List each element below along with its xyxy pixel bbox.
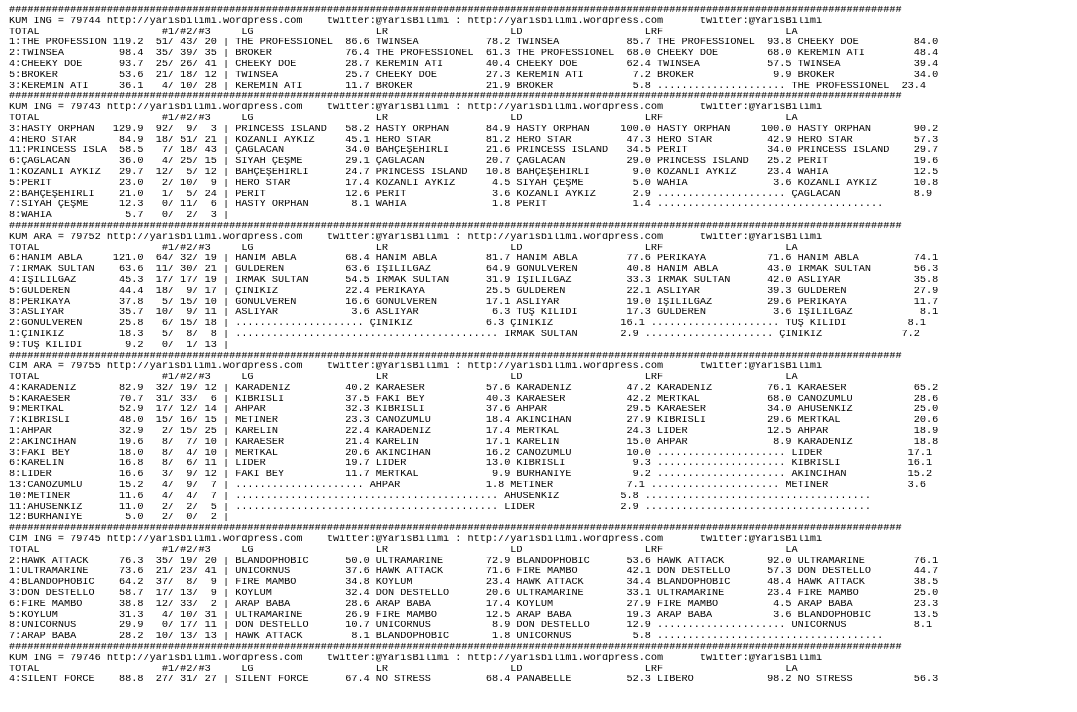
table-row: 5:PERIT 23.0 2/ 10/ 9 | HERO STAR 17.4 KOZANLI AYKIZ 4.5 SİYAH ÇEŞME 5.0 WAHIA 3.6 KOZANLI AYKIZ 10.8 — [9, 178, 939, 189]
table-row: 3:DON DESTELLO 58.7 17/ 13/ 9 | KÖYLÜM 32.4 DON DESTELLO 20.6 ULTRAMARINE 33.1 ULTRAMARINE 23.4 FIRE MAMBO 25.0 — [9, 589, 939, 600]
column-header-row: TOTAL #1/#2/#3 LG LR LD LRF LA — [9, 113, 798, 124]
section-divider: ################################################################################################################################################## — [9, 643, 902, 654]
table-row: 7:IRMAK SULTAN 63.6 11/ 30/ 21 | GÜLDEREN 63.6 IŞILILGAZ 64.9 GÖNÜLVEREN 40.8 HANIM ABLA 43.0 IRMAK SULTAN 56.3 — [9, 265, 939, 276]
table-row: 2:AKINCIHAN 19.6 8/ 7/ 10 | KARAESER 21.4 KARELİN 17.1 KARELİN 15.0 AHPAR 8.9 KARADENİZ 18.8 — [9, 437, 939, 448]
table-row: 5:GÜLDEREN 44.4 18/ 9/ 17 | ÇINIKIZ 22.4 PERİKAYA 25.5 GÜLDEREN 22.1 ASLIYAR 39.3 GÜLDEREN 27.9 — [9, 286, 939, 297]
table-row: 7:ARAP BABA 28.2 10/ 13/ 13 | HAWK ATTACK 8.1 BLANDOPHOBIC 1.8 UNICORNUS 5.8 ..................................... — [9, 632, 884, 643]
column-header-row: TOTAL #1/#2/#3 LG LR LD LRF LA — [9, 243, 798, 254]
table-row: 4:CHEEKY DOE 93.7 25/ 26/ 41 | CHEEKY DOE 28.7 KEREMIN ATI 40.4 CHEEKY DOE 62.4 TWINSEA 57.5 TWINSEA 39.4 — [9, 59, 939, 70]
table-row: 3:KEREMIN ATI 36.1 4/ 10/ 28 | KEREMIN ATI 11.7 BROKER 21.9 BROKER 5.8 ..................... THE PROFESSIONEL 23.4 — [9, 81, 927, 92]
table-row: 5:KÖYLÜM 31.3 4/ 10/ 31 | ULTRAMARINE 26.9 FIRE MAMBO 12.5 ARAP BABA 19.3 ARAP BABA 3.6 BLANDOPHOBIC 13.5 — [9, 610, 939, 621]
section-divider: ################################################################################################################################################## — [9, 524, 902, 535]
section-divider: ################################################################################################################################################## — [9, 351, 902, 362]
race-header: KUM ING = 79743 http://yarisbilimi.wordpress.com twitter:@YarisBilimi : http://yarisbilimi.wordpress.com twitter:@YarisBilimi — [9, 103, 823, 114]
table-row: 4:BLANDOPHOBIC 64.2 37/ 8/ 9 | FIRE MAMBO 34.8 KÖYLÜM 23.4 HAWK ATTACK 34.4 BLANDOPHOBIC 48.4 HAWK ATTACK 38.5 — [9, 578, 939, 589]
race-header: KUM ARA = 79752 http://yarisbilimi.wordpress.com twitter:@YarisBilimi : http://yarisbilimi.wordpress.com twitter:@YarisBilimi — [9, 232, 823, 243]
race-header: KUM ING = 79746 http://yarisbilimi.wordpress.com twitter:@YarisBilimi : http://yarisbilimi.wordpress.com twitter:@YarisBilimi — [9, 653, 823, 664]
table-row: 7:SİYAH ÇEŞME 12.3 0/ 11/ 6 | HASTY ORPHAN 8.1 WAHIA 1.8 PERIT 1.4 ..................................... — [9, 200, 884, 211]
table-row: 10:METİNER 11.6 4/ 4/ 7 | ........................................... AHUSENKIZ 5.8 ..................................... — [9, 491, 872, 502]
table-row: 11:AHUSENKIZ 11.0 2/ 2/ 5 | ........................................... LİDER 2.9 ..................................... — [9, 502, 872, 513]
column-header-row: TOTAL #1/#2/#3 LG LR LD LRF LA — [9, 545, 798, 556]
table-row: 2:HAWK ATTACK 76.3 35/ 19/ 20 | BLANDOPHOBIC 50.0 ULTRAMARINE 72.9 BLANDOPHOBIC 53.6 HAWK ATTACK 92.0 ULTRAMARINE 76.1 — [9, 556, 939, 567]
table-row: 8:UNICORNUS 29.9 0/ 17/ 11 | DON DESTELLO 10.7 UNICORNUS 8.9 DON DESTELLO 12.9 ..................... UNICORNUS 8.1 — [9, 621, 933, 632]
table-row: 5:KARAESER 70.7 31/ 33/ 6 | KIBRISLI 37.5 FAKI BEY 40.3 KARAESER 42.2 MERTKAL 68.0 CANÖZÜMLÜ 28.6 — [9, 394, 939, 405]
table-row: 13:CANÖZÜMLÜ 15.2 4/ 9/ 7 | ..................... AHPAR 1.8 METİNER 7.1 ..................... METİNER 3.6 — [9, 481, 927, 492]
table-row: 8:LİDER 16.6 3/ 9/ 12 | FAKI BEY 11.7 MERTKAL 9.9 BURHANİYE 9.2 ..................... AKINCIHAN 15.2 — [9, 470, 933, 481]
race-header: CIM ARA = 79755 http://yarisbilimi.wordpress.com twitter:@YarisBilimi : http://yarisbilimi.wordpress.com twitter:@YarisBilimi — [9, 362, 823, 373]
race-header: CIM ING = 79745 http://yarisbilimi.wordpress.com twitter:@YarisBilimi : http://yarisbilimi.wordpress.com twitter:@YarisBilimi — [9, 535, 823, 546]
table-row: 1:ÇINIKIZ 18.3 5/ 8/ 8 | ........................................... IRMAK SULTAN 2.9 ..................... ÇINIKIZ 7.2 — [9, 329, 920, 340]
table-row: 3:ASLIYAR 35.7 10/ 9/ 11 | ASLIYAR 3.6 ASLIYAR 6.3 TUŞ KİLİDİ 17.3 GÜLDEREN 3.6 IŞILILGAZ 8.1 — [9, 308, 939, 319]
table-row: 12:BURHANİYE 5.0 2/ 0/ 2 | — [9, 513, 230, 524]
section-divider: ################################################################################################################################################## — [9, 6, 902, 16]
table-row: 9:TUŞ KİLİDİ 9.2 0/ 1/ 13 | — [9, 340, 230, 351]
table-row: 4:KARADENİZ 82.9 32/ 19/ 12 | KARADENİZ 40.2 KARAESER 57.6 KARADENİZ 47.2 KARADENİZ 76.1 KARAESER 65.2 — [9, 383, 939, 394]
table-row: 6:HANIM ABLA 121.0 64/ 32/ 19 | HANIM ABLA 68.4 HANIM ABLA 81.7 HANIM ABLA 77.6 PERİKAYA 71.6 HANIM ABLA 74.1 — [9, 254, 939, 265]
table-row: 4:HERO STAR 84.9 18/ 51/ 21 | KOZANLI AYKIZ 45.1 HERO STAR 81.2 HERO STAR 47.3 HERO STAR 42.9 HERO STAR 57.3 — [9, 135, 939, 146]
section-divider: ################################################################################################################################################## — [9, 92, 902, 103]
section-divider: ################################################################################################################################################## — [9, 221, 902, 232]
table-row: 1:KOZANLI AYKIZ 29.7 12/ 5/ 12 | BAHÇEŞEHİRLİ 24.7 PRINCESS ISLAND 10.8 BAHÇEŞEHİRLİ 9.0 KOZANLI AYKIZ 23.4 WAHIA 12.5 — [9, 167, 939, 178]
column-header-row: TOTAL #1/#2/#3 LG LR LD LRF LA — [9, 373, 798, 384]
table-row: 7:KIBRISLI 48.0 15/ 16/ 15 | METİNER 23.3 CANÖZÜMLÜ 18.4 AKINCIHAN 27.9 KIBRISLI 29.6 MERTKAL 20.6 — [9, 416, 939, 427]
column-header-row: TOTAL #1/#2/#3 LG LR LD LRF LA — [9, 664, 798, 675]
table-row: 1:AHPAR 32.9 2/ 15/ 25 | KARELİN 22.4 KARADENİZ 17.4 MERTKAL 24.3 LİDER 12.5 AHPAR 18.9 — [9, 427, 939, 438]
table-row: 6:KARELİN 16.8 8/ 6/ 11 | LİDER 19.7 LİDER 13.0 KIBRISLI 9.3 ..................... KIBRISLI 16.1 — [9, 459, 933, 470]
table-row: 4:SILENT FORCE 88.8 27/ 31/ 27 | SILENT FORCE 67.4 NO STRESS 68.4 PANABELLE 52.3 LIBERO 98.2 NO STRESS 56.3 — [9, 675, 939, 686]
table-row: 6:FIRE MAMBO 38.8 12/ 33/ 2 | ARAP BABA 28.6 ARAP BABA 17.4 KÖYLÜM 27.9 FIRE MAMBO 4.5 ARAP BABA 23.3 — [9, 599, 939, 610]
table-row: 8:WAHIA 5.7 0/ 2/ 3 | — [9, 211, 230, 222]
table-row: 1:THE PROFESSION 119.2 51/ 43/ 20 | THE PROFESSIONEL 86.6 TWINSEA 78.2 TWINSEA 85.7 THE PROFESSIONEL 93.8 CHEEKY DOE 84.0 — [9, 38, 939, 49]
table-row: 2:BAHÇEŞEHİRLİ 21.0 1/ 5/ 24 | PERIT 12.6 PERIT 3.6 KOZANLI AYKIZ 2.9 ..................... ÇAĞLACAN 8.9 — [9, 189, 933, 200]
table-row: 2:TWINSEA 98.4 35/ 39/ 35 | BROKER 76.4 THE PROFESSIONEL 61.3 THE PROFESSIONEL 68.0 CHEEKY DOE 68.0 KEREMIN ATI 48.4 — [9, 49, 939, 60]
table-row: 6:ÇAĞLACAN 36.0 4/ 25/ 15 | SİYAH ÇEŞME 29.1 ÇAĞLACAN 20.7 ÇAĞLACAN 29.0 PRINCESS ISLAND 25.2 PERIT 19.6 — [9, 157, 939, 168]
table-row: 9:MERTKAL 52.9 17/ 12/ 14 | AHPAR 32.3 KIBRISLI 37.6 AHPAR 29.5 KARAESER 34.0 AHUSENKIZ 25.0 — [9, 405, 939, 416]
table-row: 2:GÖNÜLVEREN 25.8 6/ 15/ 18 | ..................... ÇINIKIZ 6.3 ÇINIKIZ 16.1 ..................... TUŞ KİLİDİ 8.1 — [9, 319, 927, 330]
column-header-row: TOTAL #1/#2/#3 LG LR LD LRF LA — [9, 27, 798, 38]
table-row: 1:ULTRAMARINE 73.6 21/ 23/ 41 | UNICORNUS 37.6 HAWK ATTACK 71.6 FIRE MAMBO 42.1 DON DESTELLO 57.3 DON DESTELLO 44.7 — [9, 567, 939, 578]
table-row: 8:PERİKAYA 37.8 5/ 15/ 10 | GÖNÜLVEREN 16.6 GÖNÜLVEREN 17.1 ASLIYAR 19.0 IŞILILGAZ 29.6 PERİKAYA 11.7 — [9, 297, 939, 308]
table-row: 4:IŞILILGAZ 45.3 17/ 17/ 19 | IRMAK SULTAN 54.5 IRMAK SULTAN 31.9 IŞILILGAZ 33.3 IRMAK SULTAN 42.0 ASLIYAR 35.8 — [9, 275, 939, 286]
table-row: 3:FAKI BEY 18.0 8/ 4/ 10 | MERTKAL 20.6 AKINCIHAN 16.2 CANÖZÜMLÜ 10.0 ..................... LİDER 17.1 — [9, 448, 933, 459]
table-row: 3:HASTY ORPHAN 129.9 92/ 9/ 3 | PRINCESS ISLAND 58.2 HASTY ORPHAN 84.9 HASTY ORPHAN 100.0 HASTY ORPHAN 100.0 HASTY ORPHAN 90.2 — [9, 124, 939, 135]
table-row: 11:PRINCESS ISLA 58.5 7/ 18/ 43 | ÇAĞLACAN 34.0 BAHÇEŞEHİRLİ 21.6 PRINCESS ISLAND 34.5 PERIT 34.0 PRINCESS ISLAND 29.7 — [9, 146, 939, 157]
race-header: KUM ING = 79744 http://yarisbilimi.wordpress.com twitter:@YarisBilimi : http://yarisbilimi.wordpress.com twitter:@YarisBilimi — [9, 16, 823, 27]
table-row: 5:BROKER 53.6 21/ 18/ 12 | TWINSEA 25.7 CHEEKY DOE 27.3 KEREMIN ATI 7.2 BROKER 9.9 BROKER 34.0 — [9, 70, 939, 81]
